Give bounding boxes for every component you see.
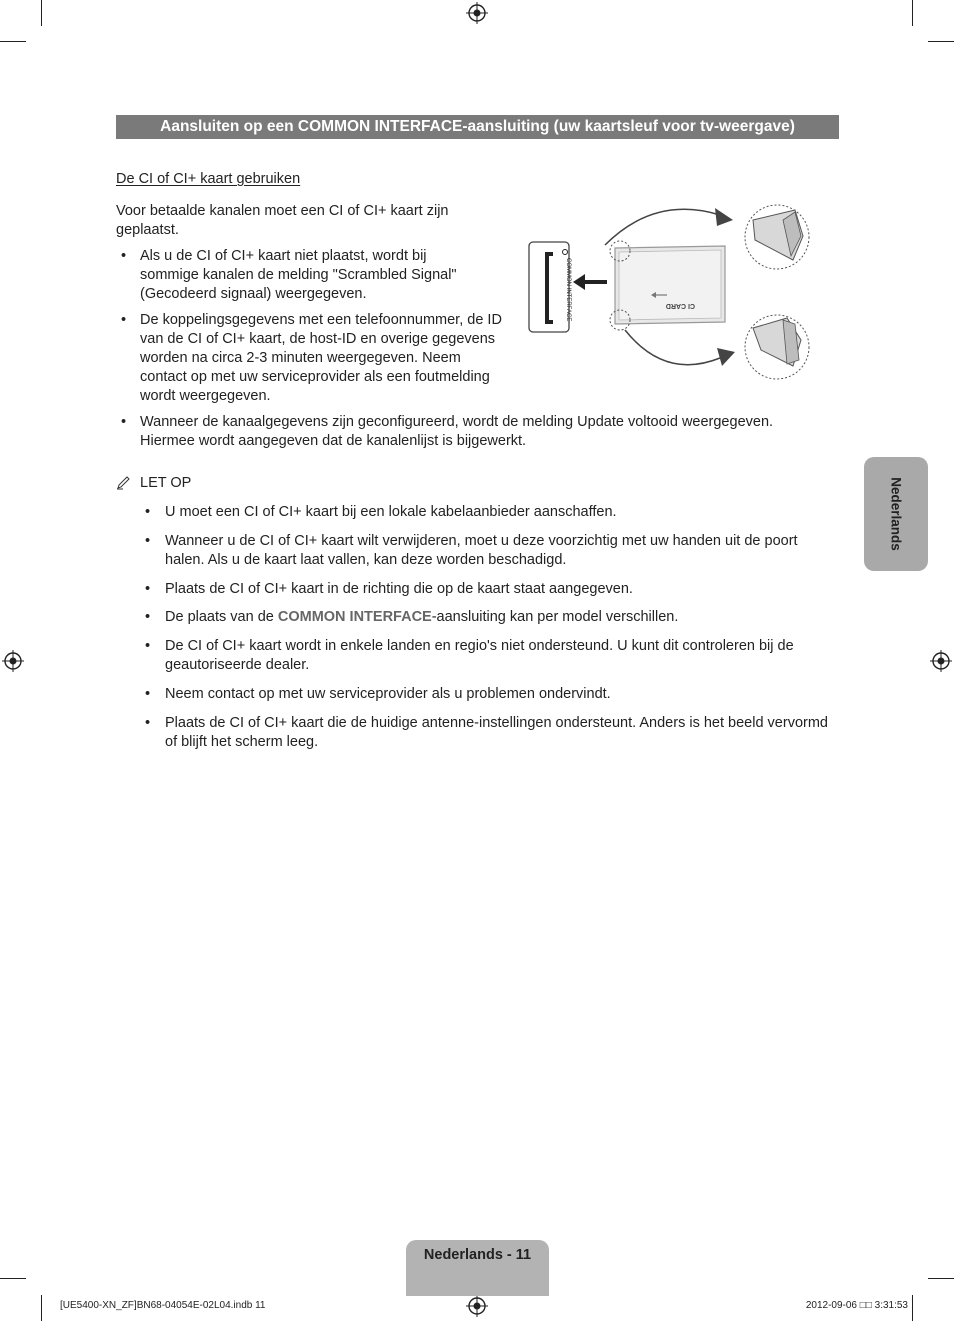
page-number-tab xyxy=(406,1240,549,1296)
note-item-text: -aansluiting kan per model verschillen. xyxy=(431,609,679,625)
bullet-dot: • xyxy=(145,609,151,625)
crop-mark xyxy=(0,41,26,42)
bullet-dot: • xyxy=(121,414,127,430)
bullet-dot: • xyxy=(145,638,151,654)
crop-mark xyxy=(928,1278,954,1279)
bullet-item-text: Wanneer de kanaalgegevens zijn geconfigureerd, wordt de melding Update voltooid weergegeven. Hiermee wordt aangegeven dat de kanalenlijst is bijgewerkt. xyxy=(140,414,774,449)
crop-mark xyxy=(0,1278,26,1279)
note-item: Wanneer u de CI of CI+ kaart wilt verwijderen, moet u deze voorzichtig met uw handen uit de poort halen. Als u de kaart laat vallen, kan deze worden beschadigd. xyxy=(165,533,798,568)
note-label: LET OP xyxy=(140,475,192,491)
registration-mark-icon xyxy=(466,1295,488,1317)
bullet-item xyxy=(140,413,820,451)
note-item: U moet een CI of CI+ kaart bij een lokale kabelaanbieder aanschaffen. xyxy=(165,504,617,520)
intro-text: Voor betaalde kanalen moet een CI of CI+ kaart zijn geplaatst. xyxy=(116,203,449,238)
crop-mark xyxy=(912,0,913,26)
section-title: Aansluiten op een COMMON INTERFACE-aansluiting (uw kaartsleuf voor tv-weergave) xyxy=(116,115,839,139)
ci-card-illustration xyxy=(525,200,815,385)
bullet-dot: • xyxy=(145,715,151,731)
common-interface-term: COMMON INTERFACE xyxy=(277,609,432,625)
registration-mark-icon xyxy=(466,2,488,24)
crop-mark xyxy=(928,41,954,42)
language-side-tab xyxy=(864,457,928,571)
bullet-dot: • xyxy=(145,686,151,702)
language-side-tab-label: Nederlands xyxy=(888,477,904,551)
registration-mark-icon xyxy=(2,650,24,672)
note-item-text: De plaats van de xyxy=(165,609,278,625)
slot-label: COMMON INTERFACE xyxy=(565,258,571,322)
bullet-dot: • xyxy=(145,533,151,549)
note-item: Plaats de CI of CI+ kaart in de richting die op de kaart staat aangegeven. xyxy=(165,581,633,597)
pencil-note-icon xyxy=(116,476,132,490)
bullet-dot: • xyxy=(145,581,151,597)
note-item xyxy=(165,608,837,627)
bullet-dot: • xyxy=(145,504,151,520)
subheading: De CI of CI+ kaart gebruiken xyxy=(116,171,301,187)
card-label: CI CARD xyxy=(665,302,695,309)
crop-mark xyxy=(41,0,42,26)
registration-mark-icon xyxy=(930,650,952,672)
page-number-label: Nederlands - 11 xyxy=(423,1247,532,1263)
bullet-dot: • xyxy=(121,248,127,264)
bullet-item: Als u de CI of CI+ kaart niet plaatst, wordt bij sommige kanalen de melding "Scrambled Signal" (Gecodeerd signaal) weergegeven. xyxy=(140,248,457,302)
file-info: [UE5400-XN_ZF]BN68-04054E-02L04.indb 11 xyxy=(60,1300,266,1311)
date-info: 2012-09-06 □□ 3:31:53 xyxy=(805,1300,908,1311)
note-item: Neem contact op met uw serviceprovider als u problemen ondervindt. xyxy=(165,686,611,702)
bullet-dot: • xyxy=(121,312,127,328)
crop-mark xyxy=(41,1295,42,1321)
crop-mark xyxy=(912,1295,913,1321)
note-item: De CI of CI+ kaart wordt in enkele landen en regio's niet ondersteund. U kunt dit controleren bij de geautoriseerde dealer. xyxy=(165,638,794,673)
bullet-item: De koppelingsgegevens met een telefoonnummer, de ID van de CI of CI+ kaart, de host-ID en overige gegevens worden na circa 2-3 minuten weergegeven. Neem contact op met uw serviceprovider als een foutmelding wordt weergegeven. xyxy=(140,312,502,404)
note-item: Plaats de CI of CI+ kaart die de huidige antenne-instellingen ondersteunt. Anders is het beeld vervormd of blijft het scherm leeg. xyxy=(165,715,828,750)
